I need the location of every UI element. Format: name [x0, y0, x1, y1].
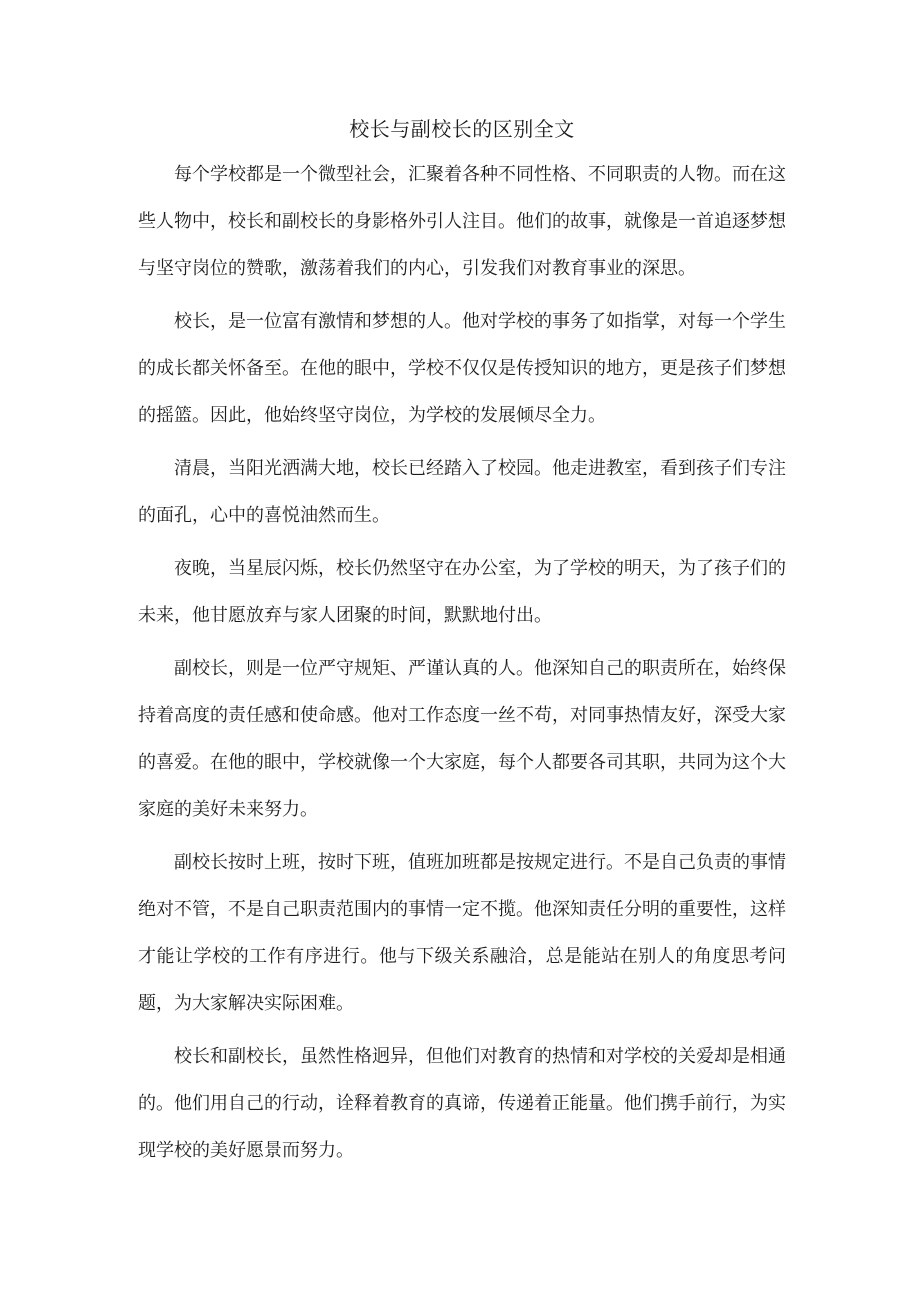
paragraph-morning: 清晨，当阳光洒满大地，校长已经踏入了校园。他走进教室，看到孩子们专注的面孔，心中的喜悦油然而生。	[138, 458, 786, 526]
paragraph-vice-principal-work: 副校长按时上班，按时下班，值班加班都是按规定进行。不是自己负责的事情绝对不管，不是自己职责范围内的事情一定不揽。他深知责任分明的重要性，这样才能让学校的工作有序进行。他与下级关系融洽，总是能站在别人的角度思考问题，为大家解决实际困难。	[138, 852, 786, 1014]
paragraph-intro: 每个学校都是一个微型社会，汇聚着各种不同性格、不同职责的人物。而在这些人物中，校长和副校长的身影格外引人注目。他们的故事，就像是一首追逐梦想与坚守岗位的赞歌，激荡着我们的内心，引发我们对教育事业的深思。	[138, 164, 786, 279]
paragraph-principal: 校长，是一位富有激情和梦想的人。他对学校的事务了如指掌，对每一个学生的成长都关怀备至。在他的眼中，学校不仅仅是传授知识的地方，更是孩子们梦想的摇篮。因此，他始终坚守岗位，为学校的发展倾尽全力。	[138, 311, 786, 426]
document-page	[138, 0, 786, 1174]
document-title: 校长与副校长的区别全文	[349, 117, 575, 141]
paragraph-vice-principal: 副校长，则是一位严守规矩、严谨认真的人。他深知自己的职责所在，始终保持着高度的责任感和使命感。他对工作态度一丝不苟，对同事热情友好，深受大家的喜爱。在他的眼中，学校就像一个大家庭，每个人都要各司其职，共同为这个大家庭的美好未来努力。	[138, 658, 786, 820]
paragraph-night: 夜晚，当星辰闪烁，校长仍然坚守在办公室，为了学校的明天，为了孩子们的未来，他甘愿放弃与家人团聚的时间，默默地付出。	[138, 558, 786, 626]
paragraph-conclusion: 校长和副校长，虽然性格迥异，但他们对教育的热情和对学校的关爱却是相通的。他们用自己的行动，诠释着教育的真谛，传递着正能量。他们携手前行，为实现学校的美好愿景而努力。	[138, 1046, 786, 1161]
